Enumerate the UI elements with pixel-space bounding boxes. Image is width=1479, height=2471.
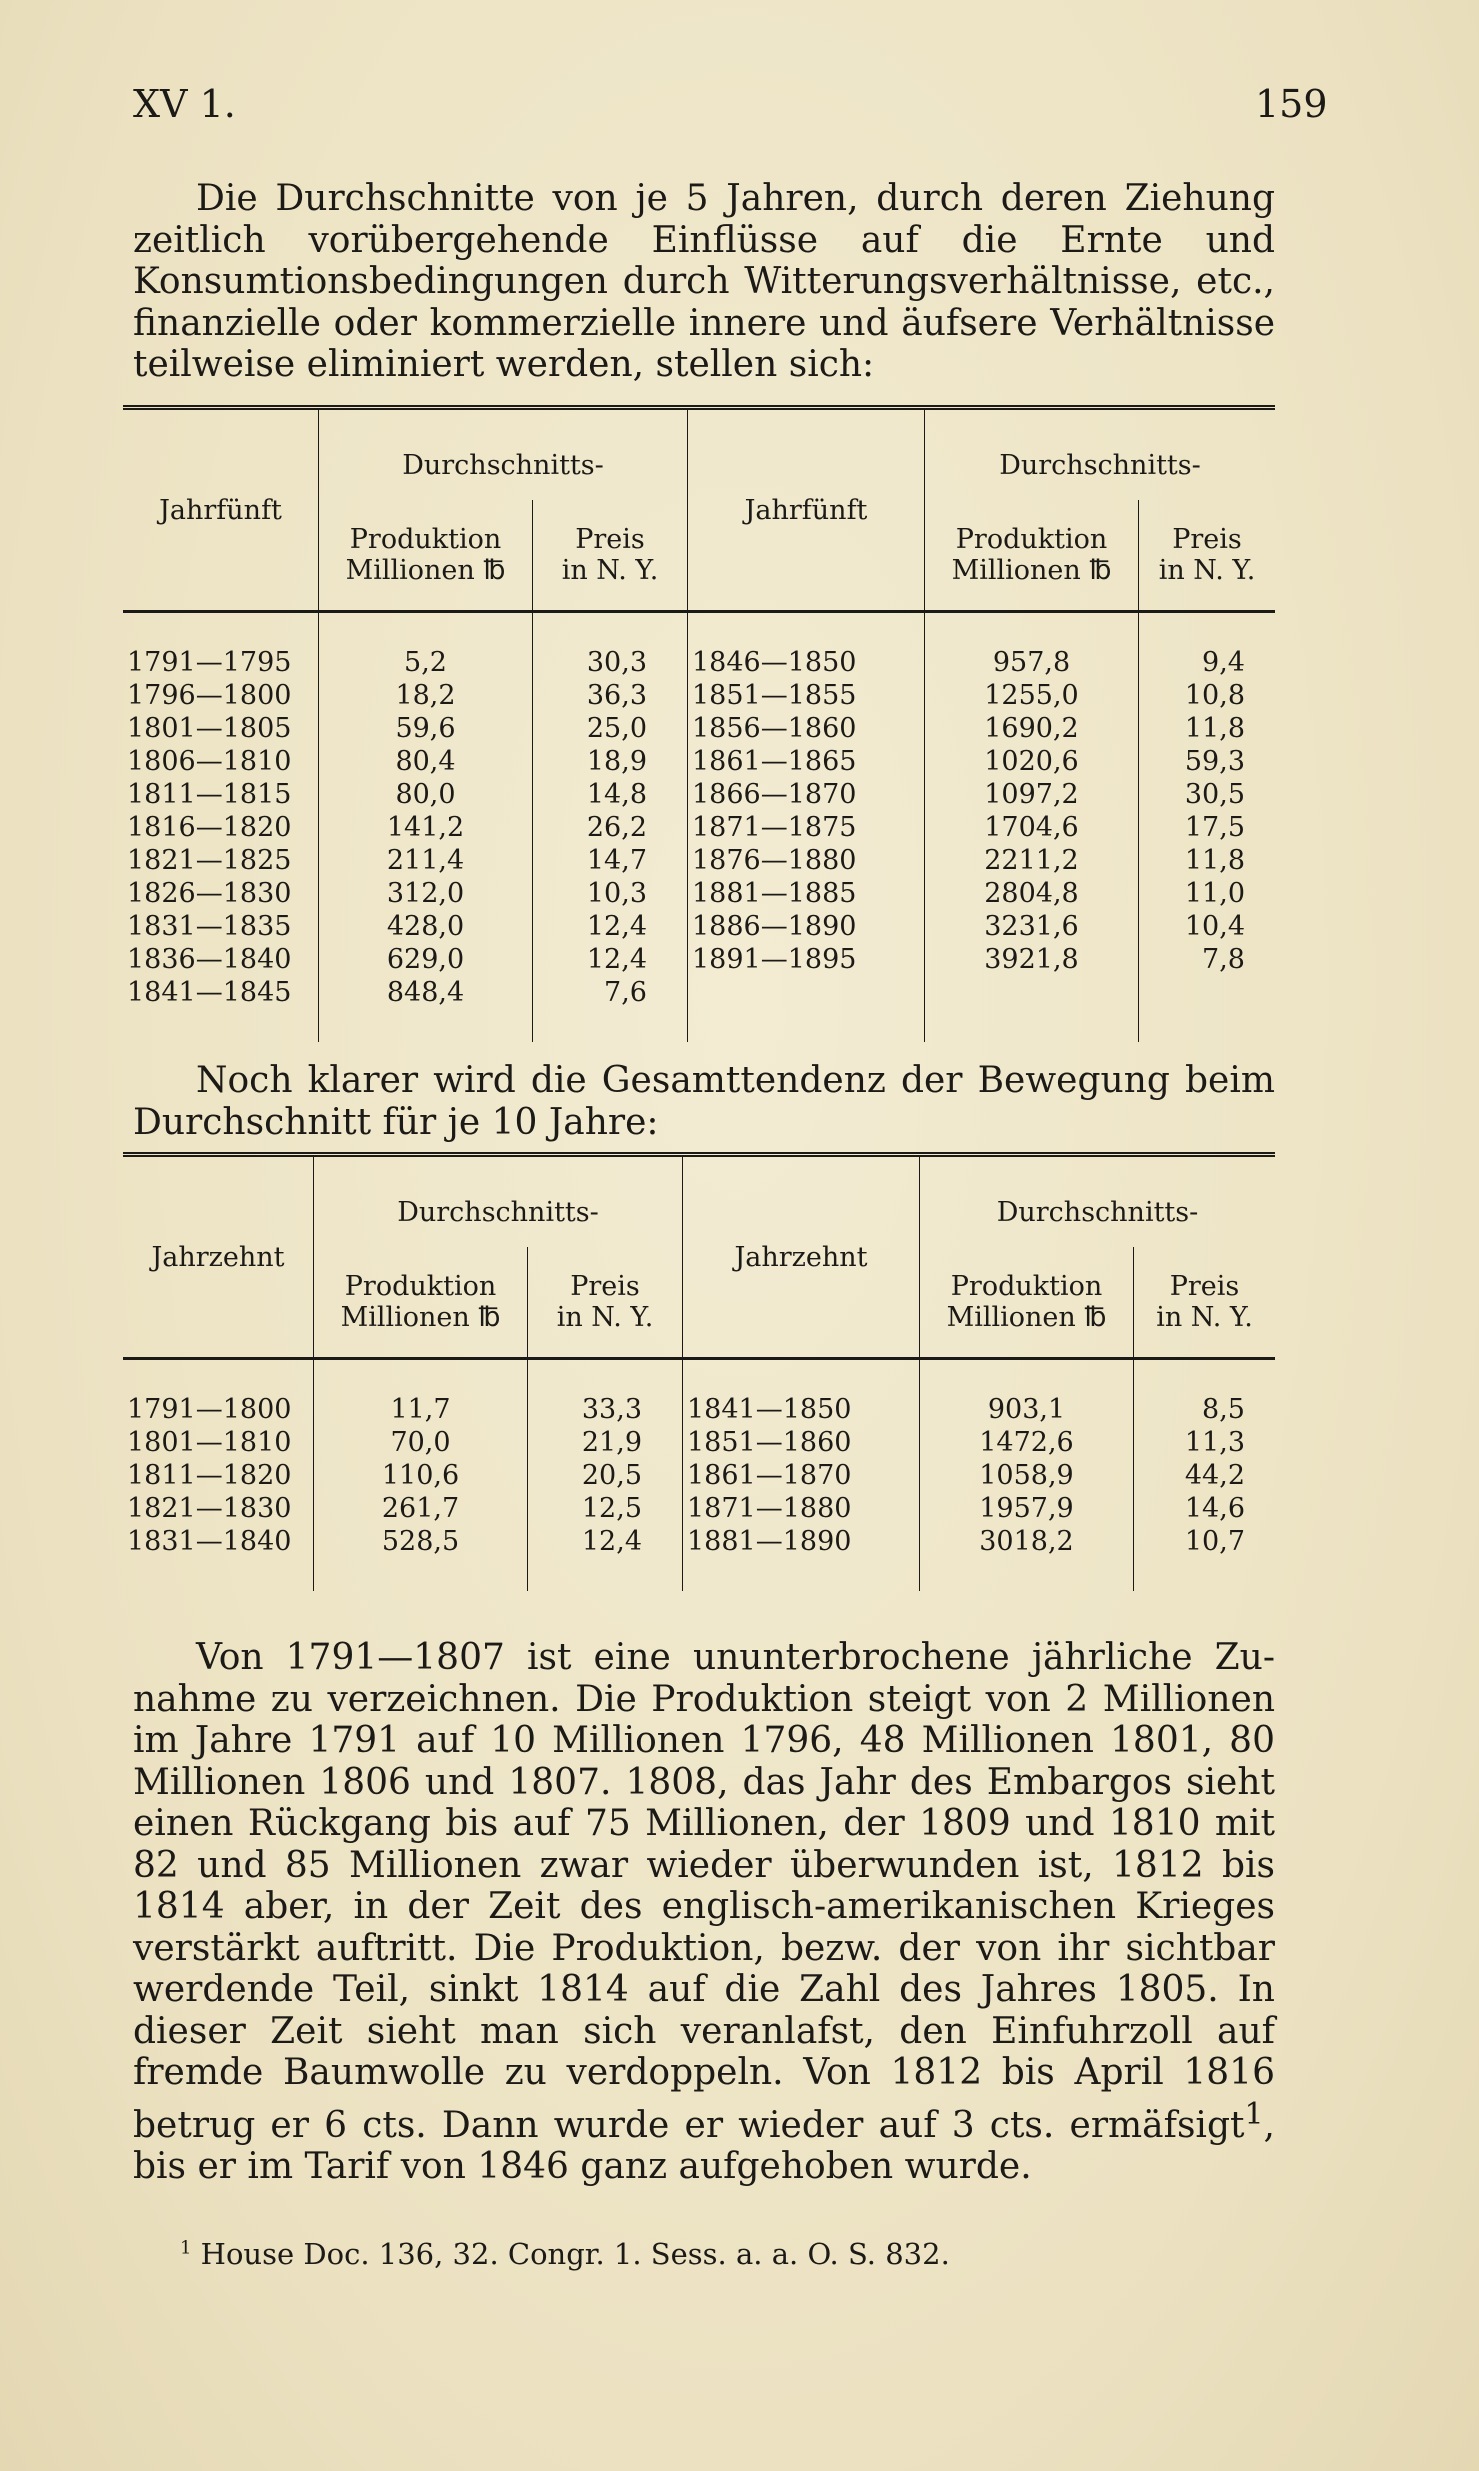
production-cell: 848,4: [319, 976, 533, 1009]
production-header-right: [920, 1247, 1134, 1359]
price-cell: 12,4: [533, 943, 688, 976]
price-cell-right: 9,4: [1202, 647, 1245, 678]
production-label: Produktion: [955, 524, 1108, 555]
period-cell-right: [688, 976, 925, 1009]
period-cell-right: 1871—1875: [688, 811, 925, 844]
ten-year-averages-table: [123, 1152, 1275, 1591]
production-header-right: [925, 500, 1139, 612]
production-cell-right: 1957,9: [920, 1492, 1134, 1525]
table-row: [123, 976, 1275, 1009]
averages-group-header: Durchschnitts-: [314, 1157, 683, 1247]
production-cell-right: 3231,6: [925, 910, 1139, 943]
production-label: Produktion: [950, 1271, 1103, 1302]
production-cell-right: 903,1: [920, 1393, 1134, 1426]
production-cell: 11,7: [314, 1393, 528, 1426]
production-cell: 80,4: [319, 745, 533, 778]
body-paragraph: [133, 1637, 1275, 2188]
five-year-rows: [123, 612, 1275, 1043]
price-cell: 12,5: [528, 1492, 683, 1525]
price-cell: 30,3: [533, 646, 688, 679]
spacer-row: [123, 612, 1275, 647]
table-row: [123, 646, 1275, 679]
price-label: Preis: [1172, 524, 1242, 555]
price-unit: in N. Y.: [556, 1302, 654, 1333]
price-cell: 26,2: [533, 811, 688, 844]
averages-group-header-right: Durchschnitts-: [999, 449, 1201, 481]
period-cell-right: 1851—1855: [688, 679, 925, 712]
price-cell-right: 10,8: [1184, 680, 1245, 711]
production-cell-right: 3921,8: [925, 943, 1139, 976]
production-cell: 629,0: [319, 943, 533, 976]
period-header-right: Jahrfünft: [688, 410, 925, 612]
price-cell-right: 11,8: [1184, 713, 1245, 744]
table-row: [123, 811, 1275, 844]
price-header: [533, 500, 688, 612]
period-cell: 1811—1815: [123, 778, 319, 811]
price-header: [528, 1247, 683, 1359]
table-row: [123, 1393, 1275, 1426]
price-cell: 7,6: [533, 976, 688, 1009]
production-label: Produktion: [344, 1271, 497, 1302]
period-cell: 1806—1810: [123, 745, 319, 778]
period-cell: 1831—1835: [123, 910, 319, 943]
section-header: XV 1.: [133, 82, 236, 126]
production-unit: Millionen ℔: [340, 1302, 501, 1333]
production-header: [314, 1247, 528, 1359]
period-cell-right: 1866—1870: [688, 778, 925, 811]
price-cell-right: 8,5: [1202, 1394, 1245, 1425]
period-cell: 1801—1810: [123, 1426, 314, 1459]
production-cell-right: [925, 976, 1139, 1009]
tail-row: [123, 1558, 1275, 1591]
price-cell: 12,4: [528, 1525, 683, 1558]
price-unit: in N. Y.: [1158, 555, 1256, 586]
production-cell-right: 3018,2: [920, 1525, 1134, 1558]
production-cell-right: 1472,6: [920, 1426, 1134, 1459]
period-cell: 1791—1795: [123, 646, 319, 679]
intro-paragraph: Die Durchschnitte von je 5 Jahren, durch deren Ziehung zeitlich vorübergehende Einflüsse auf die Ernte und Konsumtionsbedingungen durch Witterungsverhältnisse, etc., finanzielle oder kommerzielle innere und äufsere Verhältnisse teilweise eliminiert werden, stellen sich:: [133, 178, 1275, 385]
price-cell: 18,9: [533, 745, 688, 778]
production-unit: Millionen ℔: [946, 1302, 1107, 1333]
production-cell: 5,2: [319, 646, 533, 679]
period-cell: 1821—1830: [123, 1492, 314, 1525]
table-row: [123, 1525, 1275, 1558]
period-cell-right: 1861—1865: [688, 745, 925, 778]
price-unit: in N. Y.: [1156, 1302, 1253, 1333]
table-row: [123, 877, 1275, 910]
production-header: [319, 500, 533, 612]
production-cell: 80,0: [319, 778, 533, 811]
price-cell-right: 14,6: [1184, 1493, 1245, 1524]
production-cell-right: 1097,2: [925, 778, 1139, 811]
period-cell: 1831—1840: [123, 1525, 314, 1558]
footnote: [180, 2237, 950, 2271]
price-cell-right: 7,8: [1202, 944, 1245, 975]
production-cell: 59,6: [319, 712, 533, 745]
production-cell: 528,5: [314, 1525, 528, 1558]
averages-group-header: Durchschnitts-: [319, 410, 688, 500]
body-text: Von 1791—1807 ist eine ununterbrochene jährliche Zunahme zu verzeichnen. Die Produktion steigt von 2 Millionen im Jahre 1791 auf 10 Millionen 1796, 48 Millionen 1801, 80 Millionen 1806 und 1807. 1808, das Jahr des Embargos sieht einen Rückgang bis auf 75 Millionen, der 1809 und 1810 mit 82 und 85 Millionen zwar wieder überwunden ist, 1812 bis 1814 aber, in der Zeit des englisch-amerikanischen Krieges verstärkt auftritt. Die Produktion, bezw. der von ihr sichtbar werdende Teil, sinkt 1814 auf die Zahl des Jahres 1805. In dieser Zeit sieht man sich veranlafst, den Einfuhrzoll auf fremde Baumwolle zu verdoppeln. Von 1812 bis April 1816 betrug er 6 cts. Dann wurde er wieder auf 3 cts. ermäfsigt: [133, 1637, 1275, 2146]
period-cell-right: 1841—1850: [683, 1393, 920, 1426]
period-cell-right: 1891—1895: [688, 943, 925, 976]
price-cell: 20,5: [528, 1459, 683, 1492]
period-cell-right: 1871—1880: [683, 1492, 920, 1525]
price-cell: 36,3: [533, 679, 688, 712]
period-cell-right: 1876—1880: [688, 844, 925, 877]
table-row: [123, 679, 1275, 712]
period-cell: 1841—1845: [123, 976, 319, 1009]
price-cell: 14,8: [533, 778, 688, 811]
production-cell: 211,4: [319, 844, 533, 877]
period-cell-right: 1861—1870: [683, 1459, 920, 1492]
production-cell-right: 1020,6: [925, 745, 1139, 778]
table-row: [123, 745, 1275, 778]
period-cell: 1801—1805: [123, 712, 319, 745]
footnote-text: House Doc. 136, 32. Congr. 1. Sess. a. a. O. S. 832.: [200, 2237, 950, 2271]
table-row: [123, 943, 1275, 976]
production-cell-right: 1255,0: [925, 679, 1139, 712]
table-row: [123, 910, 1275, 943]
period-cell-right: 1886—1890: [688, 910, 925, 943]
period-cell-right: 1881—1885: [688, 877, 925, 910]
price-cell-right: 30,5: [1184, 779, 1245, 810]
price-cell: 14,7: [533, 844, 688, 877]
price-label: Preis: [1169, 1271, 1240, 1302]
table-row: [123, 844, 1275, 877]
production-cell-right: 2804,8: [925, 877, 1139, 910]
table-row: [123, 712, 1275, 745]
period-header: Jahrzehnt: [123, 1157, 314, 1359]
production-cell-right: 1704,6: [925, 811, 1139, 844]
tail-row: [123, 1009, 1275, 1042]
period-header: Jahrfünft: [123, 410, 319, 612]
period-header-right: Jahrzehnt: [683, 1157, 920, 1359]
price-header-right: [1134, 1247, 1276, 1359]
price-cell-right: 11,8: [1184, 845, 1245, 876]
footnote-reference[interactable]: 1: [1244, 2096, 1264, 2132]
price-label: Preis: [570, 1271, 640, 1302]
production-cell: 141,2: [319, 811, 533, 844]
table-row: [123, 1426, 1275, 1459]
period-cell: 1826—1830: [123, 877, 319, 910]
production-cell: 428,0: [319, 910, 533, 943]
price-cell-right: 11,0: [1184, 878, 1245, 909]
period-cell: 1791—1800: [123, 1393, 314, 1426]
price-cell-right: [1139, 976, 1276, 1009]
production-unit: Millionen ℔: [345, 555, 506, 586]
price-cell-right: 59,3: [1184, 746, 1245, 777]
price-cell: 21,9: [528, 1426, 683, 1459]
production-cell: 110,6: [314, 1459, 528, 1492]
table-row: [123, 1492, 1275, 1525]
price-cell-right: 10,4: [1184, 911, 1245, 942]
price-cell-right: 44,2: [1184, 1460, 1245, 1491]
price-cell: 33,3: [528, 1393, 683, 1426]
period-cell-right: 1881—1890: [683, 1525, 920, 1558]
production-cell-right: 1058,9: [920, 1459, 1134, 1492]
production-cell: 70,0: [314, 1426, 528, 1459]
period-cell: 1836—1840: [123, 943, 319, 976]
production-cell: 312,0: [319, 877, 533, 910]
period-cell: 1811—1820: [123, 1459, 314, 1492]
period-cell: 1816—1820: [123, 811, 319, 844]
ten-year-intro-paragraph: Noch klarer wird die Gesamttendenz der Bewegung beim Durchschnitt für je 10 Jahre:: [133, 1060, 1275, 1143]
table-row: [123, 1459, 1275, 1492]
price-cell: 10,3: [533, 877, 688, 910]
production-cell-right: 1690,2: [925, 712, 1139, 745]
period-cell-right: 1856—1860: [688, 712, 925, 745]
price-label: Preis: [575, 524, 645, 555]
spacer-row: [123, 1359, 1275, 1394]
period-cell: 1821—1825: [123, 844, 319, 877]
price-cell: 12,4: [533, 910, 688, 943]
price-cell-right: 17,5: [1184, 812, 1245, 843]
production-cell: 261,7: [314, 1492, 528, 1525]
body-text-end: , bis er im Tarif von 1846 ganz aufgehoben wurde.: [133, 2104, 1275, 2187]
price-cell: 25,0: [533, 712, 688, 745]
averages-group-header-right: Durchschnitts-: [996, 1196, 1199, 1228]
production-cell-right: 957,8: [925, 646, 1139, 679]
table-row: [123, 778, 1275, 811]
ten-year-rows: [123, 1359, 1275, 1592]
footnote-marker: 1: [180, 2237, 192, 2259]
page-number: 159: [1255, 82, 1328, 126]
production-unit: Millionen ℔: [951, 555, 1112, 586]
production-label: Produktion: [349, 524, 502, 555]
production-cell: 18,2: [319, 679, 533, 712]
period-cell-right: 1846—1850: [688, 646, 925, 679]
price-cell-right: 11,3: [1184, 1427, 1245, 1458]
price-unit: in N. Y.: [561, 555, 659, 586]
period-cell-right: 1851—1860: [683, 1426, 920, 1459]
price-cell-right: 10,7: [1184, 1526, 1245, 1557]
price-header-right: [1139, 500, 1276, 612]
period-cell: 1796—1800: [123, 679, 319, 712]
production-cell-right: 2211,2: [925, 844, 1139, 877]
five-year-averages-table: [123, 405, 1275, 1042]
